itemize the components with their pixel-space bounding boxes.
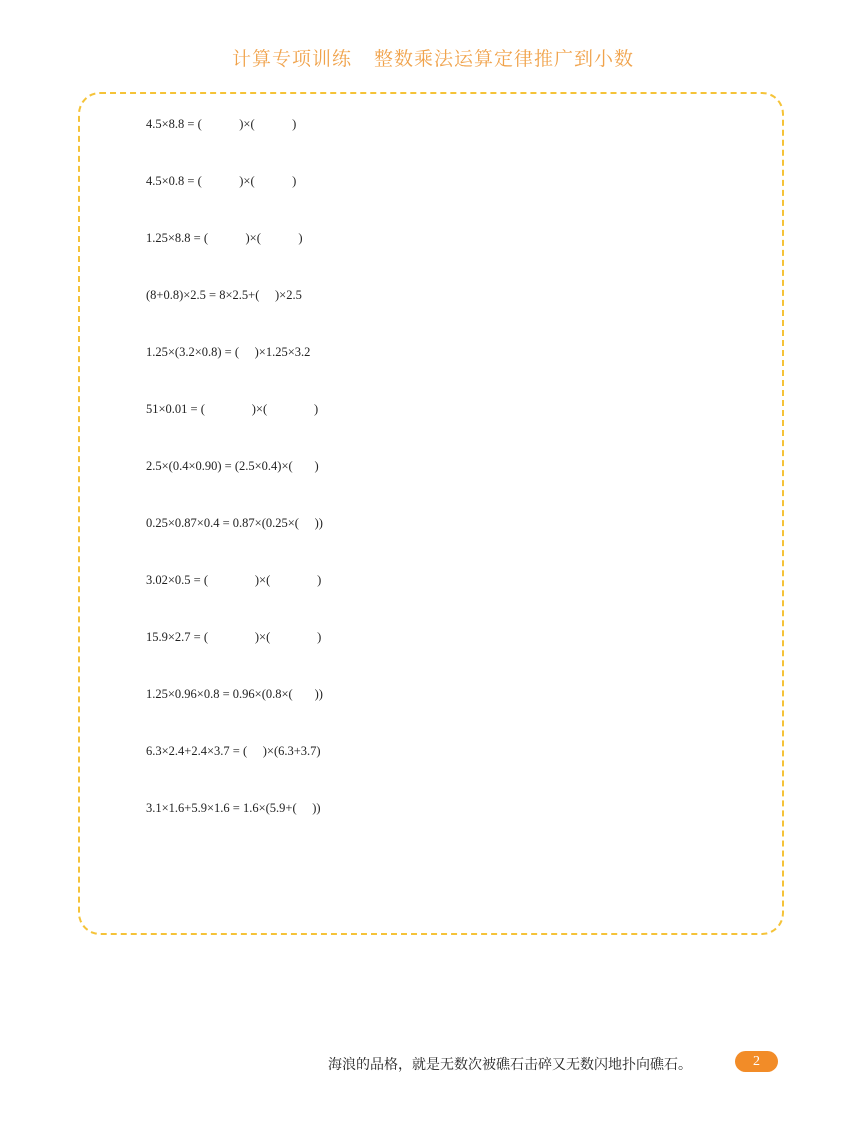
problem-item: 4.5×8.8 = ( )×( ) [146, 117, 297, 131]
page-header [0, 44, 866, 71]
footer-quote: 海浪的品格，就是无数次被礁石击碎又无数闪地扑向礁石。 [328, 1057, 692, 1073]
problem-item: (8+0.8)×2.5 = 8×2.5+( )×2.5 [146, 288, 302, 302]
problem-item: 3.02×0.5 = ( )×( ) [146, 573, 322, 587]
problem-item: 51×0.01 = ( )×( ) [146, 402, 319, 416]
problem-item: 4.5×0.8 = ( )×( ) [146, 174, 297, 188]
problem-item: 3.1×1.6+5.9×1.6 = 1.6×(5.9+( )) [146, 801, 321, 815]
problem-item: 6.3×2.4+2.4×3.7 = ( )×(6.3+3.7) [146, 744, 321, 758]
problem-item: 15.9×2.7 = ( )×( ) [146, 630, 322, 644]
problem-item: 0.25×0.87×0.4 = 0.87×(0.25×( )) [146, 516, 323, 530]
problem-item: 1.25×(3.2×0.8) = ( )×1.25×3.2 [146, 345, 311, 359]
problem-list [146, 115, 323, 856]
header-topic: 整数乘法运算定律推广到小数 [374, 48, 635, 70]
page-number-badge: 2 [735, 1051, 778, 1072]
problem-item: 1.25×8.8 = ( )×( ) [146, 231, 303, 245]
problem-item: 2.5×(0.4×0.90) = (2.5×0.4)×( ) [146, 459, 319, 473]
header-category: 计算专项训练 [231, 48, 352, 70]
problem-item: 1.25×0.96×0.8 = 0.96×(0.8×( )) [146, 687, 323, 701]
